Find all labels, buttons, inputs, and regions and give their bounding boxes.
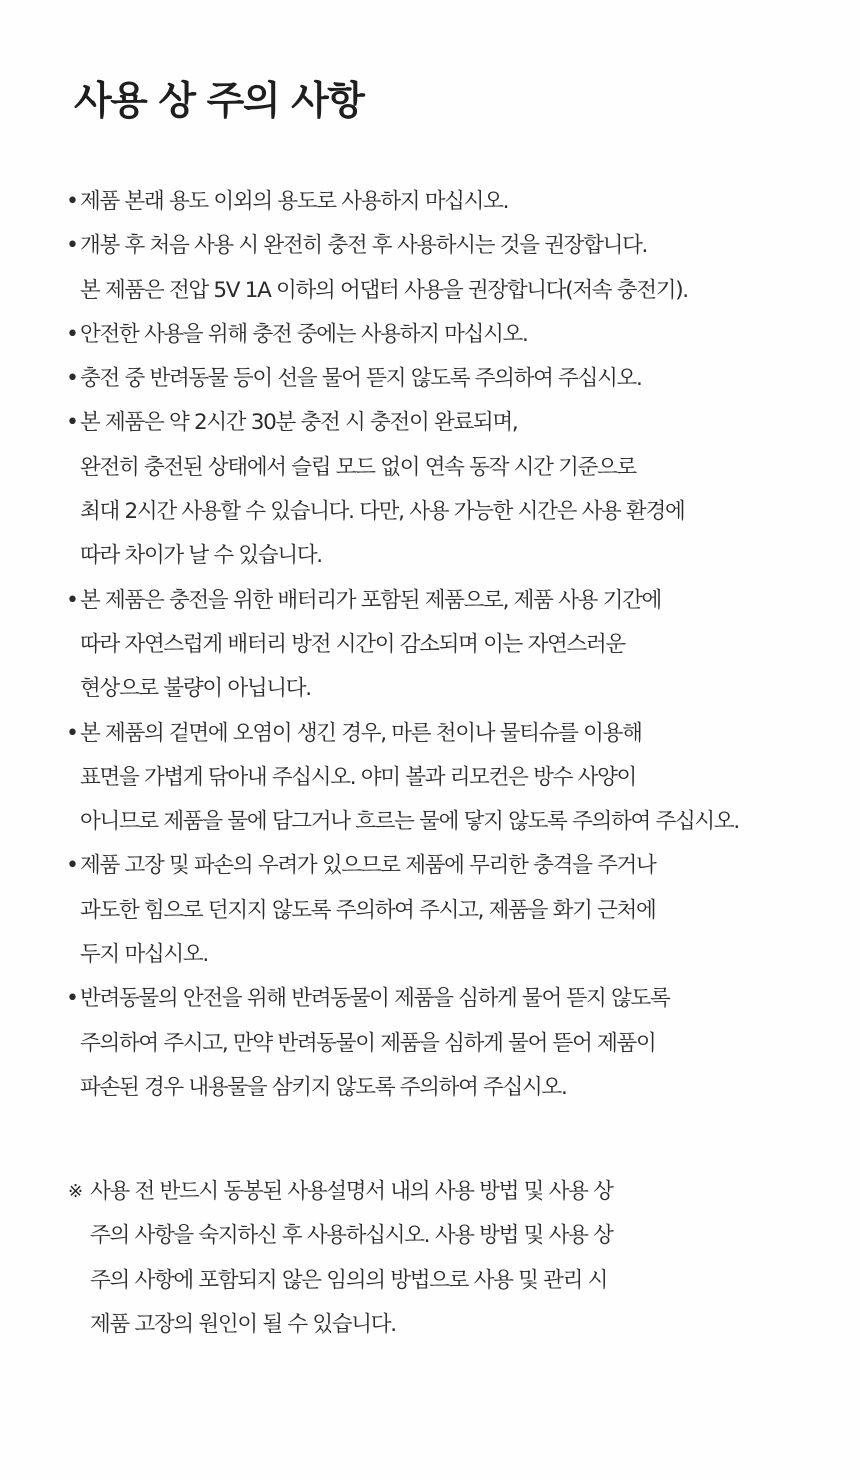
note-text [68, 1170, 808, 1347]
item-text-line: 본 제품은 전압 5V 1A 이하의 어댑터 사용을 권장합니다(저속 충전기). [80, 277, 688, 303]
list-item [66, 977, 806, 1110]
bullet-icon: • [66, 853, 79, 879]
item-text-line: 충전 중 반려동물 등이 선을 물어 뜯지 않도록 주의하여 주십시오. [80, 366, 642, 392]
bullet-icon: • [66, 366, 79, 392]
note-text-line: 제품 고장의 원인이 될 수 있습니다. [90, 1311, 396, 1337]
item-text-line: 제품 고장 및 파손의 우려가 있으므로 제품에 무리한 충격을 주거나 [80, 853, 656, 879]
item-text-line: 본 제품은 충전을 위한 배터리가 포함된 제품으로, 제품 사용 기간에 [80, 587, 662, 613]
item-text-line: 표면을 가볍게 닦아내 주십시오. 야미 볼과 리모컨은 방수 사양이 [80, 764, 637, 790]
item-text-line: 본 제품은 약 2시간 30분 충전 시 충전이 완료되며, [80, 410, 518, 436]
item-text-line: 안전한 사용을 위해 충전 중에는 사용하지 마십시오. [80, 321, 528, 347]
bullet-icon: • [66, 189, 79, 214]
item-text-line: 파손된 경우 내용물을 삼키지 않도록 주의하여 주십시오. [80, 1074, 567, 1100]
bullet-icon: • [66, 410, 79, 436]
bullet-icon: • [66, 720, 79, 746]
note-text-line: 사용 전 반드시 동봉된 사용설명서 내의 사용 방법 및 사용 상 [90, 1179, 613, 1204]
item-text-line: 완전히 충전된 상태에서 슬립 모드 없이 연속 동작 시간 기준으로 [80, 454, 637, 480]
bullet-icon: • [66, 587, 79, 613]
page-title: 사용 상 주의 사항 [74, 79, 364, 124]
bullet-icon: • [66, 321, 79, 347]
caution-list [66, 180, 806, 1110]
list-item [66, 180, 806, 224]
item-text-line: 제품 본래 용도 이외의 용도로 사용하지 마십시오. [80, 189, 509, 214]
list-item [66, 313, 806, 357]
note-text-line: 주의 사항에 포함되지 않은 임의의 방법으로 사용 및 관리 시 [90, 1267, 608, 1293]
item-text-line: 따라 차이가 날 수 있습니다. [80, 543, 322, 569]
bullet-icon: • [66, 233, 79, 259]
item-text-line: 두지 마십시오. [80, 942, 208, 968]
list-item [66, 224, 806, 313]
list-item [66, 712, 806, 845]
list-item [66, 401, 806, 578]
item-text-line: 반려동물의 안전을 위해 반려동물이 제품을 심하게 물어 뜯지 않도록 [80, 986, 670, 1012]
item-text-line: 아니므로 제품을 물에 담그거나 흐르는 물에 닿지 않도록 주의하여 주십시오. [80, 809, 739, 835]
item-text-line: 현상으로 불량이 아닙니다. [80, 676, 311, 702]
list-item [66, 844, 806, 977]
list-item [66, 357, 806, 401]
reference-note [68, 1170, 808, 1347]
item-text-line: 과도한 힘으로 던지지 않도록 주의하여 주시고, 제품을 화기 근처에 [80, 897, 656, 923]
reference-mark-icon: ※ [68, 1181, 84, 1202]
list-item [66, 579, 806, 712]
bullet-icon: • [66, 986, 79, 1012]
item-text-line: 주의하여 주시고, 만약 반려동물이 제품을 심하게 물어 뜯어 제품이 [80, 1030, 656, 1056]
note-text-line: 주의 사항을 숙지하신 후 사용하십시오. 사용 방법 및 사용 상 [90, 1223, 613, 1249]
item-text-line: 최대 2시간 사용할 수 있습니다. 다만, 사용 가능한 시간은 사용 환경에 [80, 499, 685, 525]
item-text-line: 본 제품의 겉면에 오염이 생긴 경우, 마른 천이나 물티슈를 이용해 [80, 720, 642, 746]
item-text-line: 따라 자연스럽게 배터리 방전 시간이 감소되며 이는 자연스러운 [80, 631, 625, 657]
item-text-line: 개봉 후 처음 사용 시 완전히 충전 후 사용하시는 것을 권장합니다. [80, 233, 648, 259]
